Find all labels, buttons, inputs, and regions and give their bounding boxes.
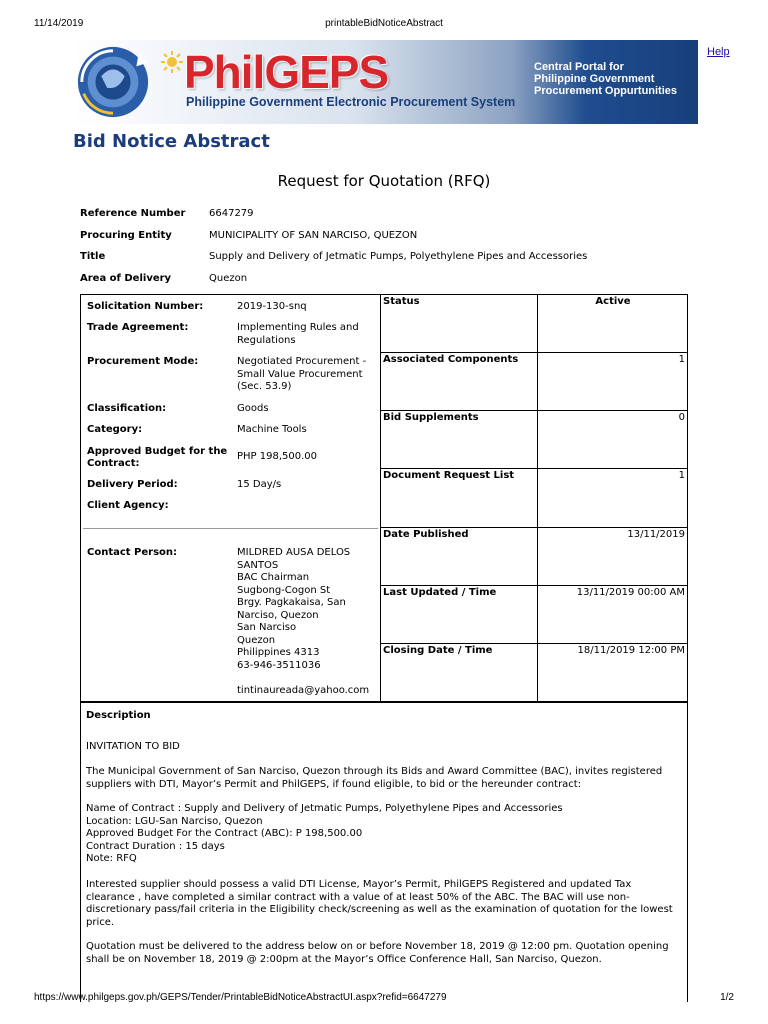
associated-components-label: Associated Components: [383, 354, 519, 365]
brand-subtitle: Philippine Government Electronic Procurement System: [186, 95, 516, 109]
rfq-title: Request for Quotation (RFQ): [277, 172, 491, 190]
status-label: Status: [383, 296, 420, 307]
divider: [380, 410, 687, 411]
field-label: Procurement Mode:: [87, 356, 199, 367]
field-label: Category:: [87, 424, 143, 435]
tagline-line: Central Portal for: [534, 61, 624, 73]
date-published-label: Date Published: [383, 529, 469, 540]
divider: [380, 352, 687, 353]
divider: [83, 528, 378, 529]
closing-date-value: 18/11/2019 12:00 PM: [577, 645, 685, 656]
field-value: 15 Day/s: [237, 479, 282, 490]
description-paragraph: The Municipal Government of San Narciso, Quezon through its Bids and Award Committee (BAC), invites registered suppliers with DTI, Mayor’s Permit and PhilGEPS, if found eligible, to bid or the hereunder contract:: [86, 766, 663, 790]
description-paragraph: Interested supplier should possess a valid DTI License, Mayor’s Permit, PhilGEPS Registered and updated Tax clearance , have completed a similar contract with a value of at least 50% of the ABC. The BAC will use non-discretionary pass/fail criteria in the Eligibility check/screening as well as the examination of quotation for the lowest price.: [86, 879, 673, 928]
philgeps-seal-logo: [74, 43, 152, 121]
tagline-line: Procurement Oppurtunities: [534, 85, 678, 97]
field-label: Solicitation Number:: [87, 301, 204, 312]
status-badge: Active: [595, 296, 631, 307]
print-date: 11/14/2019: [34, 18, 84, 29]
description-section: [80, 702, 688, 1002]
divider: [380, 643, 687, 644]
divider: [380, 468, 687, 469]
description-paragraph: INVITATION TO BID: [86, 741, 180, 752]
philgeps-banner: [74, 40, 698, 124]
field-value: Negotiated Procurement - Small Value Procurement (Sec. 53.9): [237, 356, 367, 392]
details-grid: [80, 294, 688, 702]
brand-name: PhilGEPS: [184, 46, 389, 98]
field-value: Implementing Rules and Regulations: [237, 322, 359, 346]
associated-components-value: 1: [678, 354, 685, 365]
divider: [380, 527, 687, 528]
info-value: Quezon: [209, 273, 248, 284]
field-label: Trade Agreement:: [87, 322, 189, 333]
field-label: Contact Person:: [87, 547, 178, 558]
field-value: PHP 198,500.00: [237, 451, 318, 462]
description-paragraph: Name of Contract : Supply and Delivery of Jetmatic Pumps, Polyethylene Pipes and Accessories Location: LGU-San Narciso, Quezon Approved Budget For the Contract (ABC): P 198,500.00 Contract Duration : 15 days Note: RFQ: [86, 803, 563, 864]
field-label: Approved Budget for the Contract:: [87, 446, 228, 469]
description-paragraph: Quotation must be delivered to the address below on or before November 18, 2019 @ 12:00 pm. Quotation opening shall be on November 18, 2019 @ 2:00pm at the Mayor’s Office Conference Hall, San Narciso, Quezon.: [86, 941, 669, 965]
field-label: Delivery Period:: [87, 479, 178, 490]
info-label: Reference Number: [80, 208, 186, 219]
field-value: Machine Tools: [237, 424, 307, 435]
info-label: Title: [80, 251, 106, 262]
last-updated-value: 13/11/2019 00:00 AM: [576, 587, 685, 598]
info-value: MUNICIPALITY OF SAN NARCISO, QUEZON: [209, 230, 418, 241]
tagline: [534, 61, 696, 97]
last-updated-label: Last Updated / Time: [383, 587, 497, 598]
field-value: 2019-130-snq: [237, 301, 307, 312]
bid-supplements-label: Bid Supplements: [383, 412, 479, 423]
page-title: Bid Notice Abstract: [73, 131, 270, 152]
field-label: Classification:: [87, 403, 167, 414]
info-label: Area of Delivery: [80, 273, 172, 284]
tagline-line: Philippine Government: [534, 73, 655, 85]
field-label: Client Agency:: [87, 500, 169, 511]
help-link[interactable]: Help: [707, 46, 730, 58]
divider: [380, 585, 687, 586]
sun-icon: [160, 50, 184, 74]
print-title: printableBidNoticeAbstract: [325, 18, 443, 29]
field-value: MILDRED AUSA DELOS SANTOS BAC Chairman Sugbong-Cogon St Brgy. Pagkakaisa, San Narciso, Quezon San Narciso Quezon Philippines 4313 63-946-3511036 tintinaureada@yahoo.com: [237, 547, 370, 696]
page-url: https://www.philgeps.gov.ph/GEPS/Tender/PrintableBidNoticeAbstractUI.aspx?refid=6647279: [34, 992, 447, 1003]
divider: [537, 295, 538, 701]
info-value: Supply and Delivery of Jetmatic Pumps, Polyethylene Pipes and Accessories: [209, 251, 588, 262]
document-request-list-label: Document Request List: [383, 470, 515, 481]
info-value: 6647279: [209, 208, 254, 219]
info-label: Procuring Entity: [80, 230, 172, 241]
page-number: 1/2: [720, 992, 734, 1003]
closing-date-label: Closing Date / Time: [383, 645, 493, 656]
field-value: Goods: [237, 403, 269, 414]
description-heading: Description: [86, 710, 151, 721]
document-request-list-value: 1: [678, 470, 685, 481]
bid-supplements-value: 0: [678, 412, 685, 423]
date-published-value: 13/11/2019: [627, 529, 685, 540]
